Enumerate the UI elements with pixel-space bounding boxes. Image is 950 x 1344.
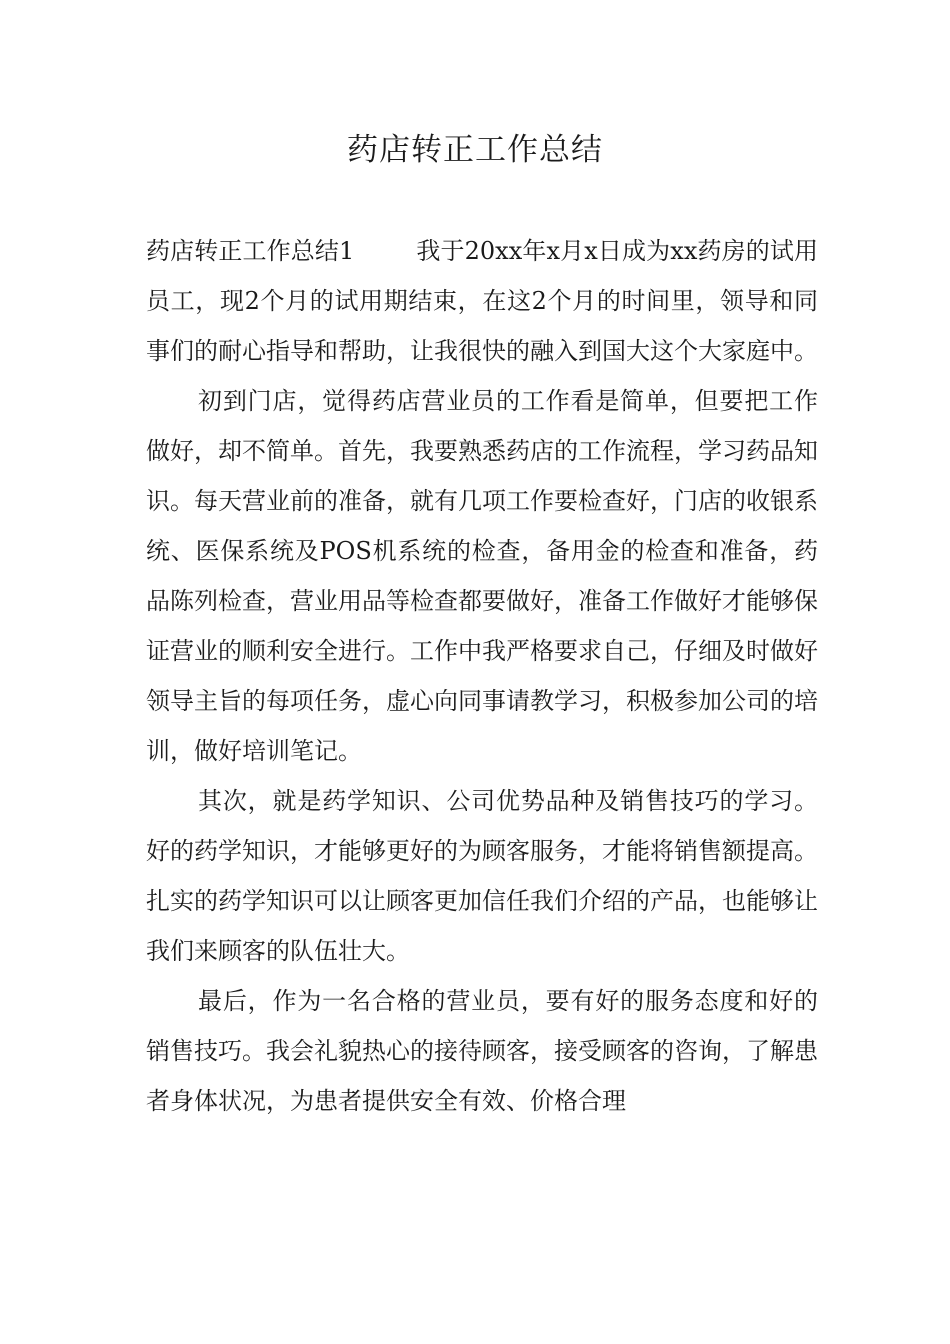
paragraph-4: 最后，作为一名合格的营业员，要有好的服务态度和好的销售技巧。我会礼貌热心的接待顾客，接受顾客的咨询，了解患者身体状况，为患者提供安全有效、价格合理 [146,987,818,1115]
document-body [146,226,818,1126]
document-title: 药店转正工作总结 [347,132,603,168]
inline-heading: 药店转正工作总结1 [146,237,355,265]
paragraph-1 [146,226,818,376]
paragraph-1-text: 我于20xx年x月x日成为xx药房的试用员工，现2个月的试用期结束，在这2个月的时间里，领导和同事们的耐心指导和帮助，让我很快的融入到国大这个大家庭中。 [146,237,818,365]
paragraph-3: 其次，就是药学知识、公司优势品种及销售技巧的学习。好的药学知识，才能够更好的为顾客服务，才能将销售额提高。扎实的药学知识可以让顾客更加信任我们介绍的产品，也能够让我们来顾客的队伍壮大。 [146,787,818,965]
paragraph-2: 初到门店，觉得药店营业员的工作看是简单，但要把工作做好，却不简单。首先，我要熟悉药店的工作流程，学习药品知识。每天营业前的准备，就有几项工作要检查好，门店的收银系统、医保系统及POS机系统的检查，备用金的检查和准备，药品陈列检查，营业用品等检查都要做好，准备工作做好才能够保证营业的顺利安全进行。工作中我严格要求自己，仔细及时做好领导主旨的每项任务，虚心向同事请教学习，积极参加公司的培训，做好培训笔记。 [146,387,818,765]
